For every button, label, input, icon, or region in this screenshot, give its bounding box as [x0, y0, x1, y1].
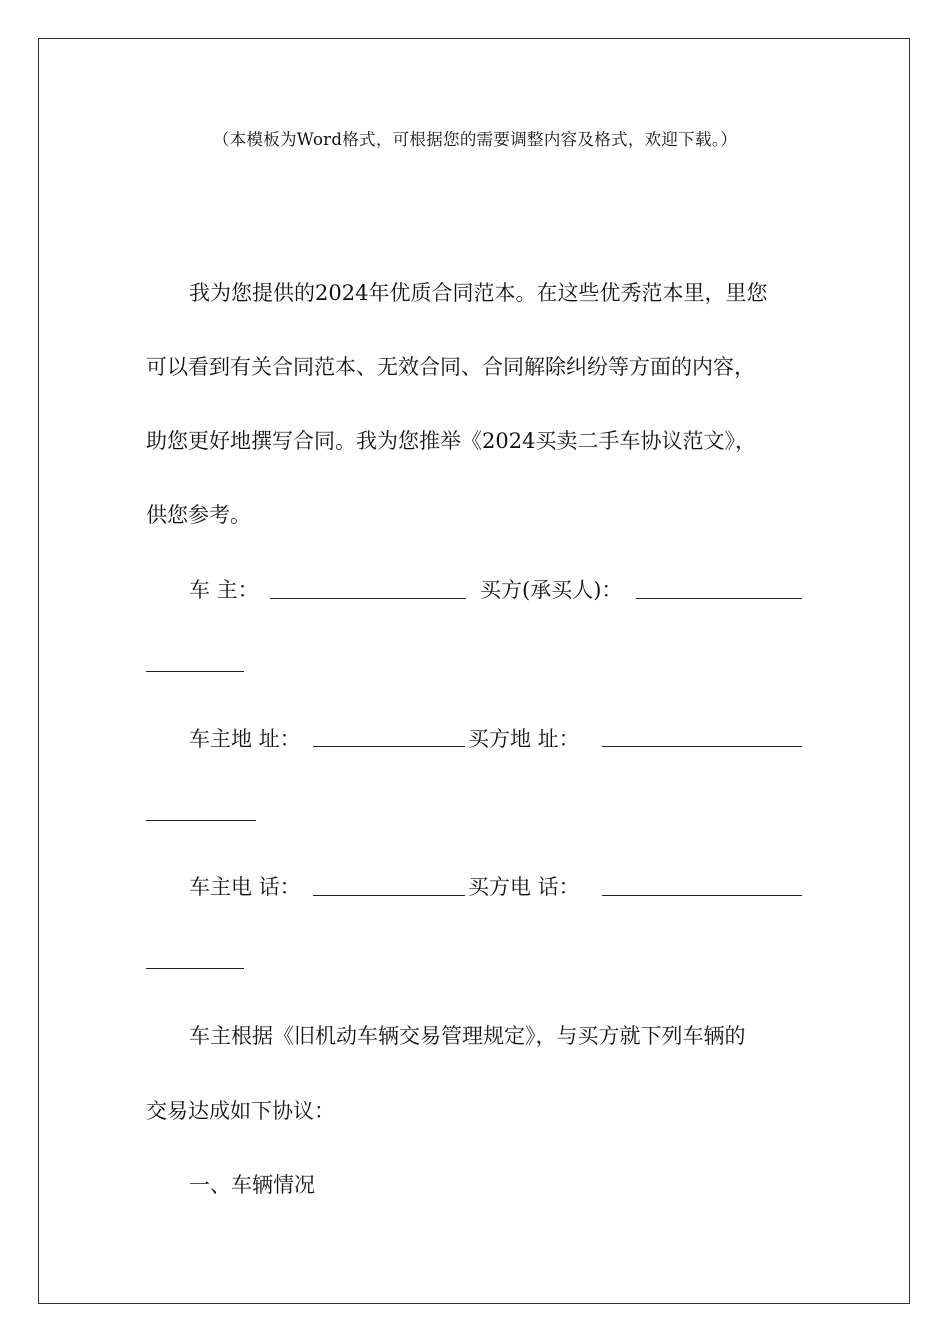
- buyer-blank[interactable]: [636, 598, 802, 599]
- buyer-blank-continued[interactable]: [146, 671, 244, 672]
- buyer-address-label: 买方地 址：: [468, 727, 580, 751]
- buyer-address-blank-continued[interactable]: [146, 820, 256, 821]
- intro-line-1: 我为您提供的2024年优质合同范本。在这些优秀范本里，里您: [189, 281, 768, 305]
- buyer-label: 买方(承买人)：: [480, 578, 623, 602]
- section-heading-vehicle: 一、车辆情况: [189, 1173, 315, 1197]
- owner-address-label: 车主地 址：: [189, 727, 301, 751]
- intro-line-3: 助您更好地撰写合同。我为您推举《2024买卖二手车协议范文》，: [146, 429, 756, 453]
- buyer-phone-label: 买方电 话：: [468, 875, 580, 899]
- template-note: （本模板为Word格式，可根据您的需要调整内容及格式，欢迎下载。）: [212, 130, 738, 149]
- owner-address-blank[interactable]: [313, 746, 465, 747]
- agreement-line-2: 交易达成如下协议：: [146, 1099, 335, 1123]
- buyer-address-blank[interactable]: [602, 746, 802, 747]
- owner-blank[interactable]: [270, 598, 466, 599]
- agreement-line-1: 车主根据《旧机动车辆交易管理规定》，与买方就下列车辆的: [189, 1024, 746, 1048]
- owner-label: 车 主：: [189, 578, 259, 602]
- buyer-phone-blank-continued[interactable]: [146, 968, 244, 969]
- intro-line-2: 可以看到有关合同范本、无效合同、合同解除纠纷等方面的内容，: [146, 355, 755, 379]
- buyer-phone-blank[interactable]: [602, 895, 802, 896]
- owner-phone-label: 车主电 话：: [189, 875, 301, 899]
- owner-phone-blank[interactable]: [313, 895, 465, 896]
- intro-line-4: 供您参考。: [146, 503, 251, 527]
